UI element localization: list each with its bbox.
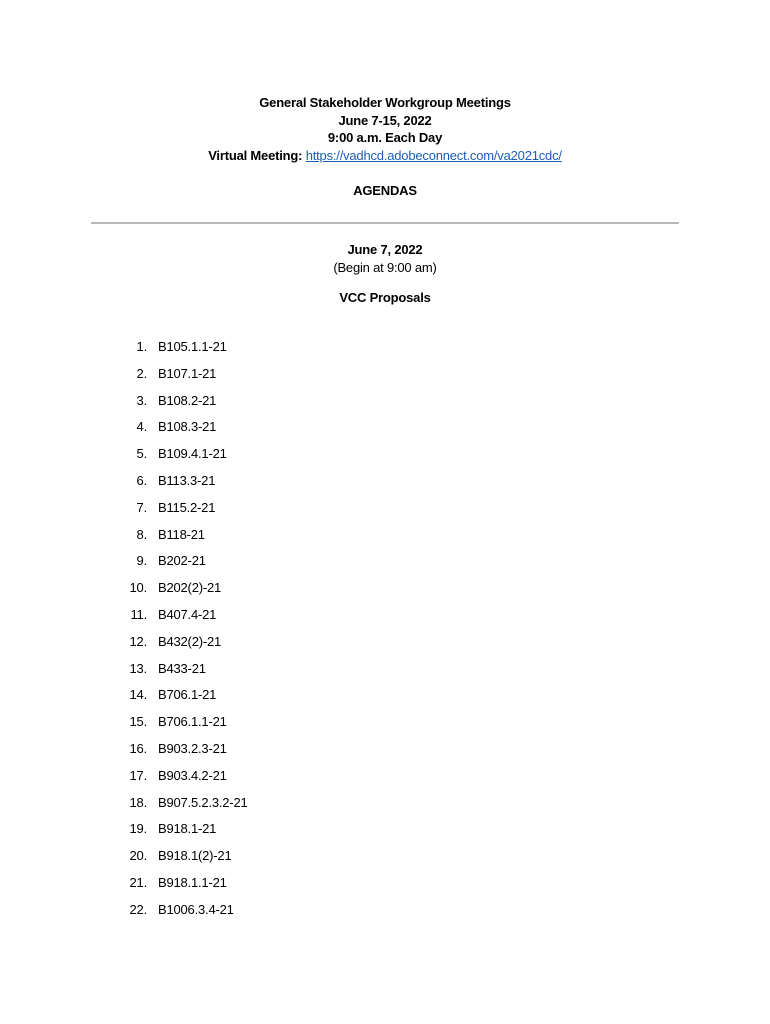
list-item-number: 17.	[129, 767, 147, 783]
virtual-meeting-link[interactable]: https://vadhcd.adobeconnect.com/va2021cdc/	[305, 147, 562, 163]
meeting-header	[0, 94, 770, 164]
proposal-code: B907.5.2.3.2-21	[158, 794, 248, 810]
proposals-section-title: VCC Proposals	[339, 290, 431, 305]
list-item-number: 4.	[136, 419, 147, 435]
list-item-number: 1.	[136, 339, 147, 354]
list-item-number: 6.	[136, 472, 147, 488]
proposal-code: B407.4-21	[158, 606, 217, 622]
agendas-heading: AGENDAS	[353, 183, 417, 198]
proposal-code: B108.3-21	[158, 419, 217, 435]
virtual-meeting-line	[0, 147, 770, 165]
list-item-number: 7.	[136, 499, 147, 515]
day-begin-time: (Begin at 9:00 am)	[333, 260, 437, 275]
proposal-code: B433-21	[158, 660, 206, 676]
virtual-meeting-label: Virtual Meeting:	[208, 147, 303, 163]
proposal-code: B202(2)-21	[158, 580, 222, 596]
proposal-code: B115.2-21	[158, 499, 216, 515]
proposal-code: B903.4.2-21	[158, 767, 227, 783]
proposal-code: B706.1-21	[158, 687, 217, 703]
list-item-number: 5.	[136, 446, 147, 462]
proposal-code: B1006.3.4-21	[158, 901, 234, 917]
day-heading	[0, 241, 770, 277]
list-item-number: 22.	[129, 901, 147, 917]
proposal-code: B113.3-21	[158, 472, 216, 488]
list-item-number: 10.	[129, 580, 147, 596]
list-item-number: 12.	[129, 633, 147, 649]
proposal-code: B107.1-21	[158, 365, 217, 381]
proposal-code: B432(2)-21	[158, 633, 222, 649]
proposal-code: B706.1.1-21	[158, 714, 227, 730]
list-item-number: 21.	[129, 874, 147, 890]
list-item-number: 20.	[129, 848, 147, 864]
list-item-number: 9.	[136, 553, 147, 569]
proposal-code: B108.2-21	[158, 392, 217, 408]
proposal-code: B202-21	[158, 553, 206, 569]
section-divider	[91, 222, 679, 224]
list-item-number: 19.	[129, 821, 147, 837]
proposal-code: B918.1.1-21	[158, 874, 227, 890]
meeting-dates: June 7-15, 2022	[338, 112, 432, 128]
list-item-number: 14.	[129, 687, 147, 703]
proposal-code: B903.2.3-21	[158, 740, 227, 756]
proposal-code: B109.4.1-21	[158, 446, 227, 462]
list-item-number: 11.	[130, 606, 147, 622]
meeting-time: 9:00 a.m. Each Day	[327, 130, 443, 145]
meeting-title: General Stakeholder Workgroup Meetings	[259, 95, 511, 110]
list-item-number: 8.	[136, 526, 147, 542]
proposal-code: B918.1-21	[158, 821, 217, 837]
proposal-code: B105.1.1-21	[158, 339, 227, 354]
list-item-number: 18.	[129, 794, 147, 810]
proposal-code: B118-21	[158, 526, 205, 542]
list-item-number: 13.	[129, 660, 147, 676]
proposal-code: B918.1(2)-21	[158, 848, 232, 864]
list-item-number: 16.	[129, 740, 147, 756]
list-item-number: 3.	[136, 392, 147, 408]
day-date: June 7, 2022	[347, 242, 423, 257]
list-item-number: 15.	[129, 714, 147, 730]
list-item-number: 2.	[136, 365, 147, 381]
